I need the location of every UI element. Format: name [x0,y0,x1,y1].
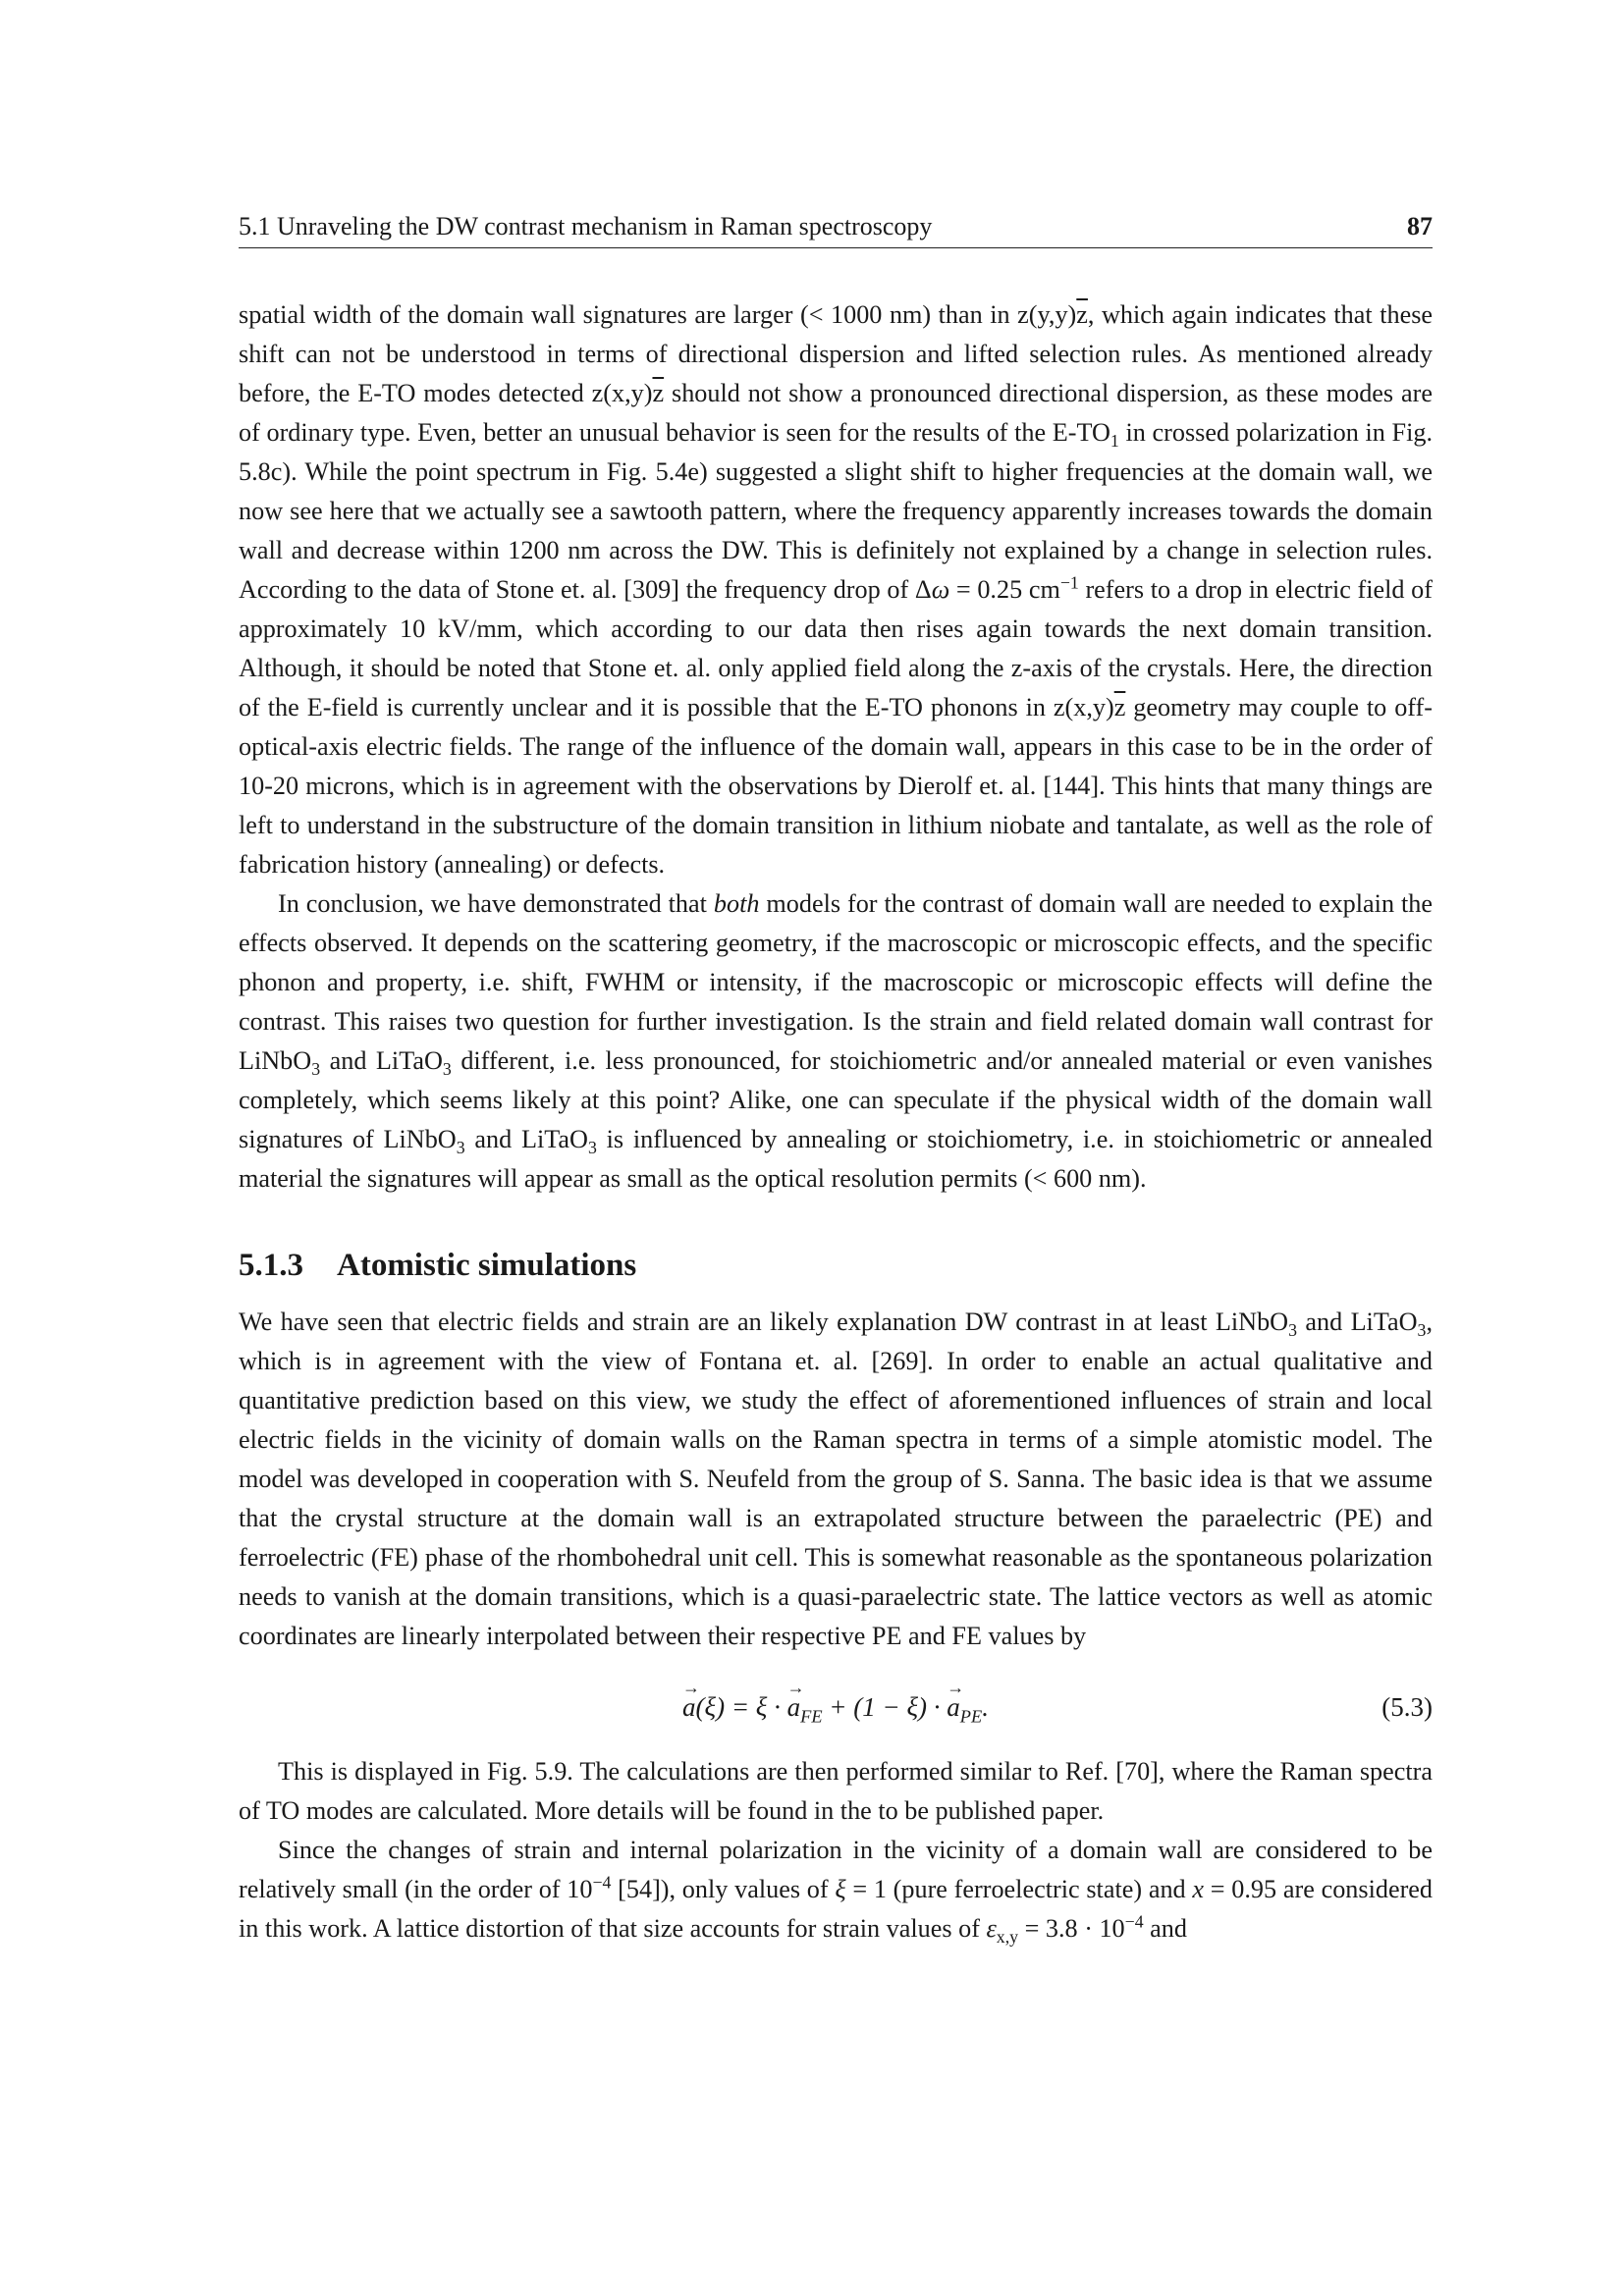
equation-part: + (1 − ξ) · [822,1692,947,1722]
paragraph-3 [239,1303,1433,1656]
section-title: Atomistic simulations [337,1248,637,1283]
text-run: and LiTaO [320,1046,443,1075]
paragraph-5 [239,1831,1433,1949]
text-run: models for the contrast of domain wall are needed to explain the effects observed. It depends on the scattering geometry, if the macroscopic or microscopic effects, and the specific phonon and property, i.e. shift, FWHM or intensity, if the macroscopic or microscopic effects will define the contrast. This raises two question for further investigation. Is the strain and field related domain wall contrast for LiNbO [239,889,1433,1075]
text-run: We have seen that electric fields and strain are an likely explanation DW contrast in at least LiNbO [239,1308,1289,1336]
subscript: 1 [1110,431,1119,452]
subscript: FE [800,1706,823,1727]
text-run: in crossed polarization in Fig. 5.8c). While the point spectrum in Fig. 5.4e) suggested a slight shift to higher frequencies at the domain wall, we now see here that we actually see a sawtooth pattern, where the frequency apparently increases towards the domain wall and decrease within 1200 nm across the DW. This is definitely not explained by a change in selection rules. According to the data of Stone et. al. [309] the frequency drop of Δ [239,418,1433,604]
superscript: −4 [1124,1911,1144,1932]
vector-a: → a [682,1687,696,1727]
text-run: , which is in agreement with the view of Fontana et. al. [269]. In order to enable an actual qualitative and quantitative prediction based on this view, we study the effect of aforementioned influences of strain and local electric fields in the vicinity of domain walls on the Raman spectra in terms of a simple atomistic model. The model was developed in cooperation with S. Neufeld from the group of S. Sanna. The basic idea is that we assume that the crystal structure at the domain wall is an extrapolated structure between the paraelectric (PE) and ferroelectric (FE) phase of the rhombohedral unit cell. This is somewhat reasonable as the spontaneous polarization needs to vanish at the domain transitions, which is a quasi-paraelectric state. The lattice vectors as well as atomic coordinates are linearly interpolated between their respective PE and FE values by [239,1308,1433,1650]
running-head [239,210,1433,248]
section-heading [239,1246,1433,1285]
paragraph-2 [239,884,1433,1199]
superscript: −1 [1059,572,1079,593]
equation-part: (ξ) = ξ · [695,1692,787,1722]
text-run: and LiTaO [464,1125,588,1153]
vector-a: → a [947,1687,960,1727]
text-run: = 0.25 cm [949,575,1060,604]
text-run: refers to a drop in electric field of approximately 10 kV/mm, which according to our data then rises again towards the next domain transition. Although, it should be noted that Stone et. al. only applied field along the z-axis of the crystals. Here, the direction of the E-field is currently unclear and it is possible that the E-TO phonons in z(x,y) [239,575,1433,721]
subscript: x,y [996,1927,1019,1948]
text-run: spatial width of the domain wall signatures are larger (< 1000 nm) than in z(y,y) [239,300,1077,329]
vector-a: → a [787,1687,801,1727]
overline-z: $\overline{z}$ [1113,693,1126,721]
page [239,210,1433,1949]
subscript: 3 [311,1059,321,1080]
overline-z: $\overline{z}$ [1076,300,1088,329]
text-run: In conclusion, we have demonstrated that [278,889,714,918]
subscript: 3 [442,1059,452,1080]
text-run: = 3.8 · 10 [1018,1914,1125,1943]
equation-part: . [982,1692,989,1722]
subscript: 3 [1288,1320,1297,1341]
text-run: different, i.e. less pronounced, for stoichiometric and/or annealed material or even vanishes completely, which seems likely at this point? Alike, one can speculate if the physical width of the domain wall signatures of LiNbO [239,1046,1433,1153]
emphasis: both [713,889,760,918]
subscript: 3 [456,1138,465,1158]
text-run: = 0.95 are considered in this work. A lattice distortion of that size accounts for strain values of [239,1875,1434,1943]
x-symbol: x [1192,1875,1205,1903]
xi-symbol: ξ [835,1875,846,1903]
page-number: 87 [1407,212,1433,240]
subscript: 3 [587,1138,597,1158]
text-run: and [1143,1914,1187,1943]
running-title: 5.1 Unraveling the DW contrast mechanism in Raman spectroscopy [239,212,933,240]
text-run: and LiTaO [1297,1308,1418,1336]
text-run: geometry may couple to off-optical-axis electric fields. The range of the influence of the domain wall, appears in this case to be in the order of 10-20 microns, which is in agreement with the observations by Dierolf et. al. [144]. This hints that many things are left to understand in the substructure of the domain transition in lithium niobate and tantalate, as well as the role of fabrication history (annealing) or defects. [239,693,1433,879]
subscript: 3 [1417,1320,1427,1341]
equation-number: (5.3) [1381,1692,1433,1722]
text-run: = 1 (pure ferroelectric state) and [845,1875,1193,1903]
text-run: is influenced by annealing or stoichiometry, i.e. in stoichiometric or annealed material the signatures will appear as small as the optical resolution permits (< 600 nm). [239,1125,1434,1193]
paragraph-4: This is displayed in Fig. 5.9. The calculations are then performed similar to Ref. [70], where the Raman spectra of TO modes are calculated. More details will be found in the to be published paper. [239,1757,1433,1825]
section-number: 5.1.3 [239,1248,303,1283]
text-run: should not show a pronounced directional dispersion, as these modes are of ordinary type. Even, better an unusual behavior is seen for the results of the E-TO [239,379,1433,447]
epsilon-symbol: ε [986,1914,997,1943]
body-text [239,295,1433,1949]
text-run: , which again indicates that these shift can not be understood in terms of directional dispersion and lifted selection rules. As mentioned already before, the E-TO modes detected z(x,y) [239,300,1434,407]
paragraph-1 [239,295,1433,884]
text-run: [54]), only values of [611,1875,836,1903]
subscript: PE [959,1706,983,1727]
text-run: Since the changes of strain and internal polarization in the vicinity of a domain wall are considered to be relatively small (in the order of 10 [239,1836,1433,1903]
superscript: −4 [592,1872,612,1893]
equation-5-3 [239,1687,1433,1727]
omega-symbol: ω [931,575,950,604]
overline-z: $\overline{z}$ [652,379,665,407]
